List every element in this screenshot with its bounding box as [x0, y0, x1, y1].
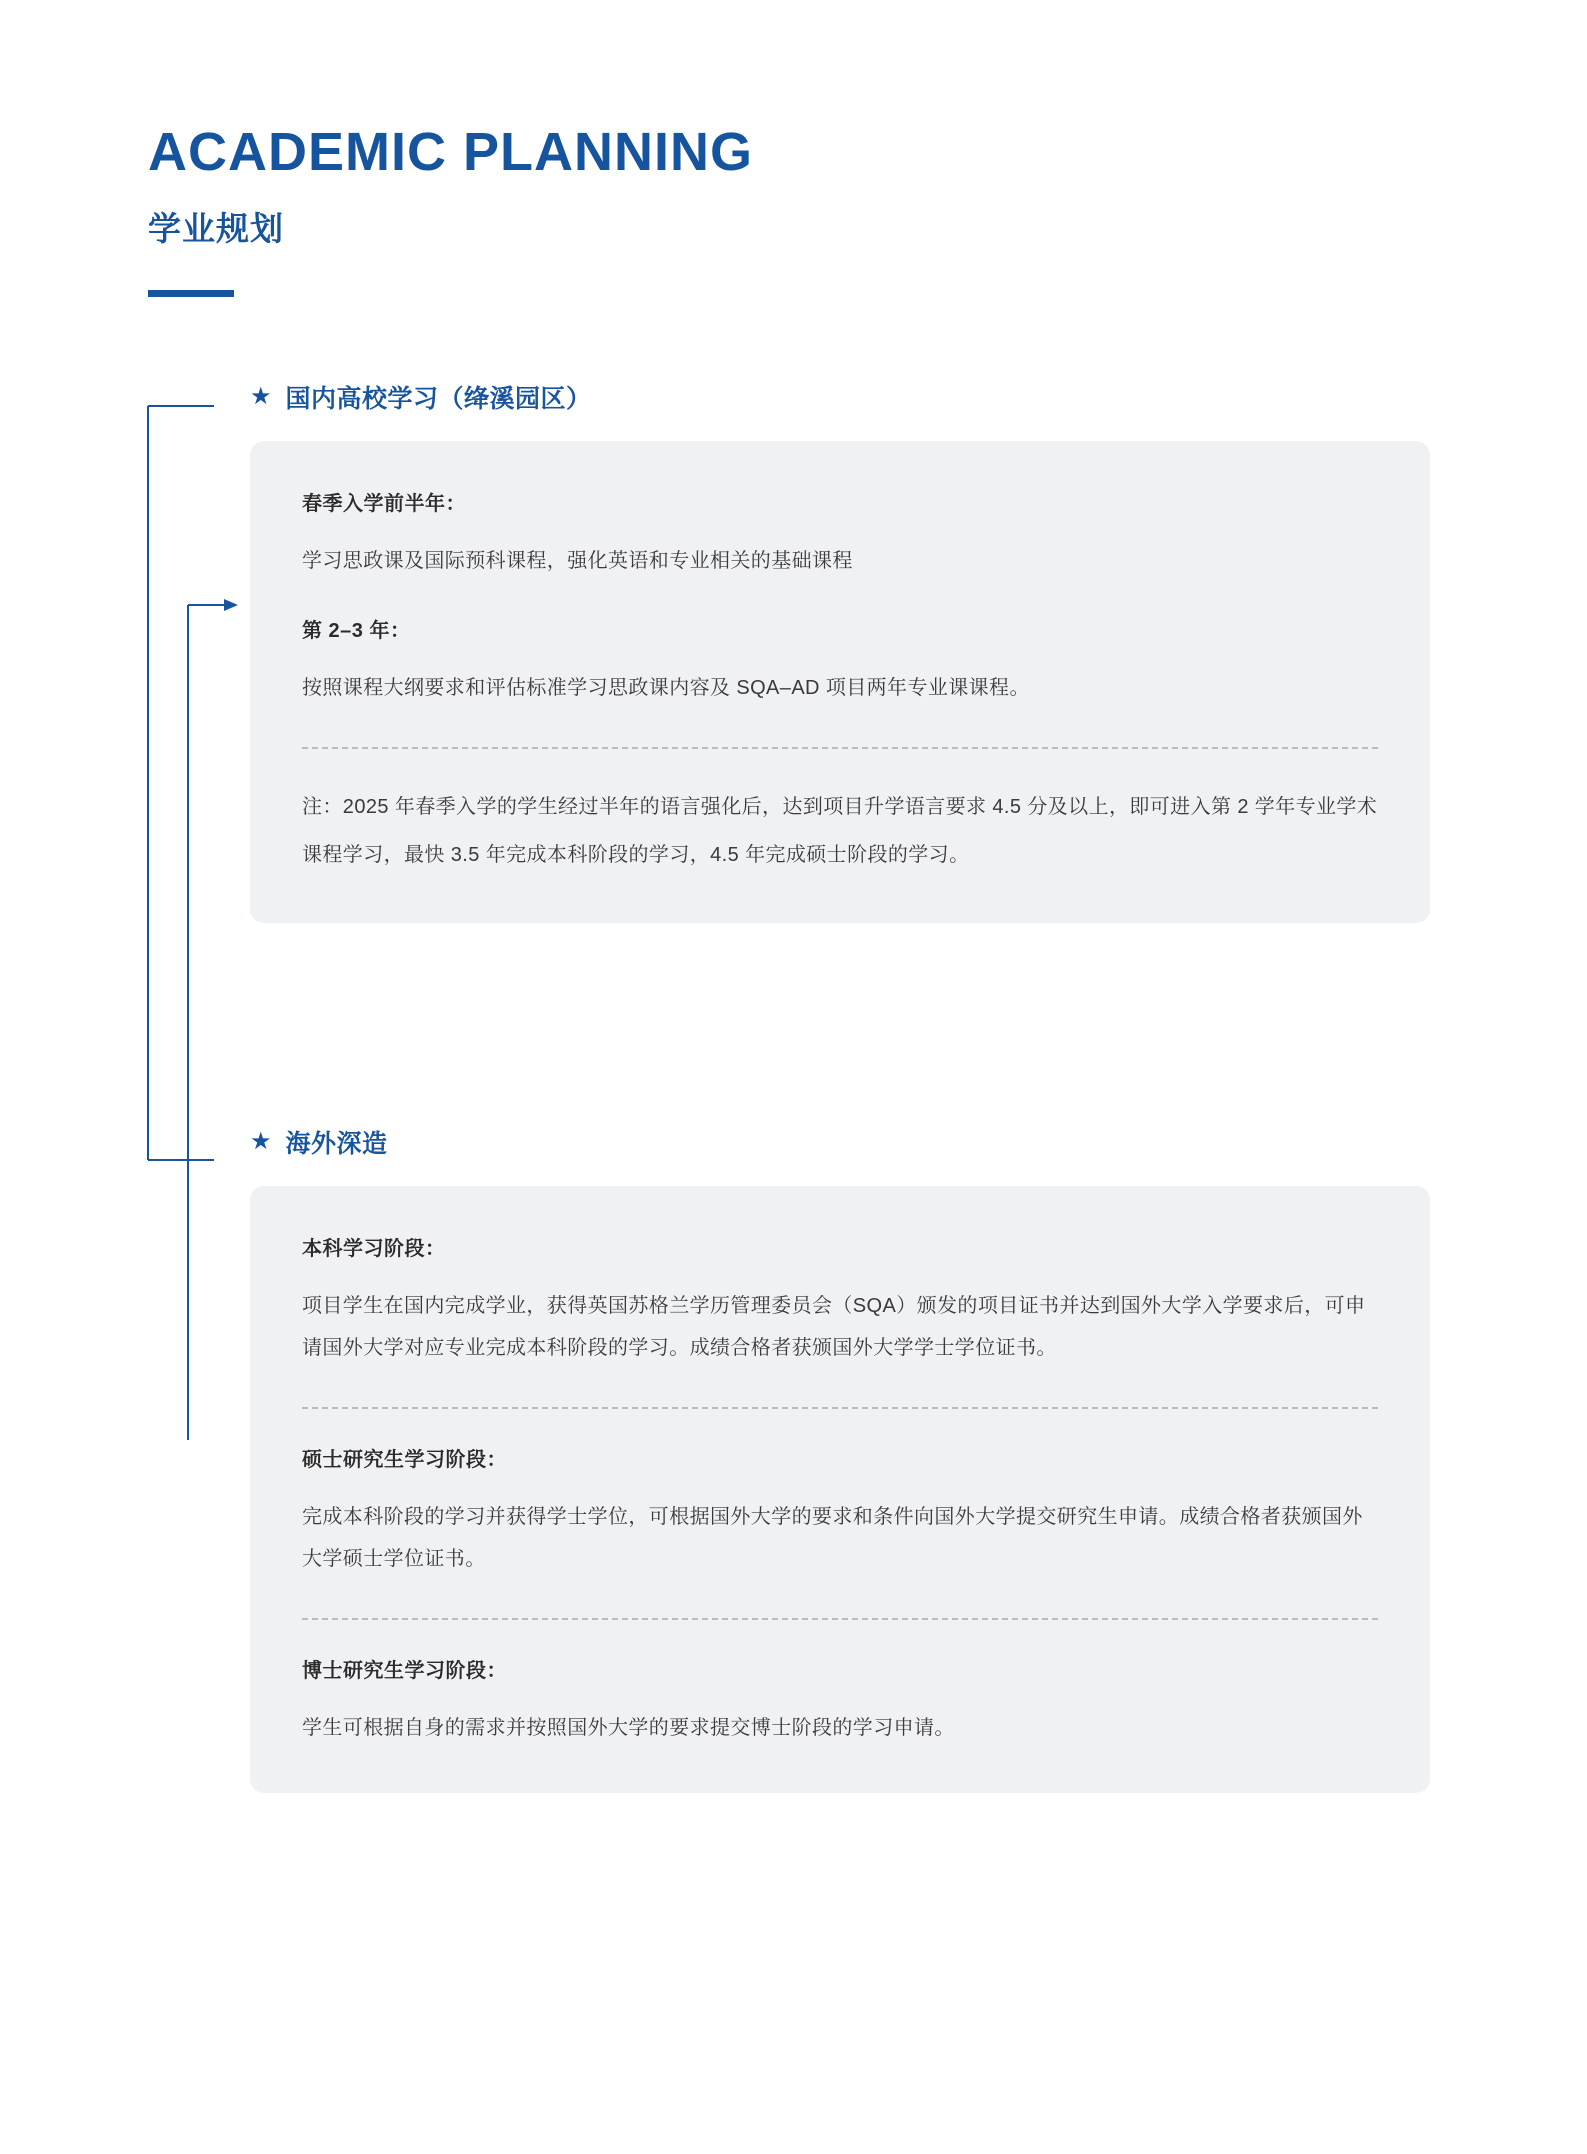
section-header-overseas — [250, 1125, 1430, 1159]
block-text-bachelor-stage: 项目学生在国内完成学业，获得英国苏格兰学历管理委员会（SQA）颁发的项目证书并达到国外大学入学要求后，可申请国外大学对应专业完成本科阶段的学习。成绩合格者获颁国外大学学士学位证书。 — [302, 1295, 1366, 1359]
card-domestic-study — [250, 441, 1430, 923]
block-text-spring-half-year: 学习思政课及国际预科课程，强化英语和专业相关的基础课程 — [302, 550, 853, 572]
block-text-year-2-3: 按照课程大纲要求和评估标准学习思政课内容及 SQA–AD 项目两年专业课课程。 — [302, 677, 1030, 699]
dashed-divider — [302, 1407, 1378, 1409]
connector-lines — [146, 400, 266, 1440]
page-title-en: ACADEMIC PLANNING — [148, 122, 753, 182]
star-icon: ★ — [250, 383, 272, 410]
section-title-domestic: 国内高校学习（绛溪园区） — [285, 385, 592, 413]
block-label-doctoral-stage: 博士研究生学习阶段： — [302, 1660, 507, 1682]
block-label-bachelor-stage: 本科学习阶段： — [302, 1238, 446, 1260]
section-header-domestic — [250, 380, 1430, 414]
title-underline-rule — [148, 290, 234, 297]
block-label-spring-half-year: 春季入学前半年： — [302, 493, 466, 515]
section-domestic-study — [250, 380, 1430, 923]
block-text-doctoral-stage: 学生可根据自身的需求并按照国外大学的要求提交博士阶段的学习申请。 — [302, 1717, 955, 1739]
block-text-master-stage: 完成本科阶段的学习并获得学士学位，可根据国外大学的要求和条件向国外大学提交研究生申请。成绩合格者获颁国外大学硕士学位证书。 — [302, 1506, 1363, 1570]
dashed-divider — [302, 747, 1378, 749]
star-icon: ★ — [250, 1128, 272, 1155]
section-overseas-study — [250, 1125, 1430, 1793]
block-label-master-stage: 硕士研究生学习阶段： — [302, 1449, 507, 1471]
dashed-divider — [302, 1618, 1378, 1620]
section-title-overseas: 海外深造 — [285, 1130, 388, 1158]
page-header — [148, 120, 1348, 297]
card-overseas-study — [250, 1186, 1430, 1793]
block-label-year-2-3: 第 2–3 年： — [302, 620, 411, 642]
note-domestic-study: 注：2025 年春季入学的学生经过半年的语言强化后，达到项目升学语言要求 4.5 分及以上，即可进入第 2 学年专业学术课程学习，最快 3.5 年完成本科阶段的学习，4.5 年完成硕士阶段的学习。 — [302, 796, 1378, 866]
page-title-cn: 学业规划 — [148, 210, 284, 247]
